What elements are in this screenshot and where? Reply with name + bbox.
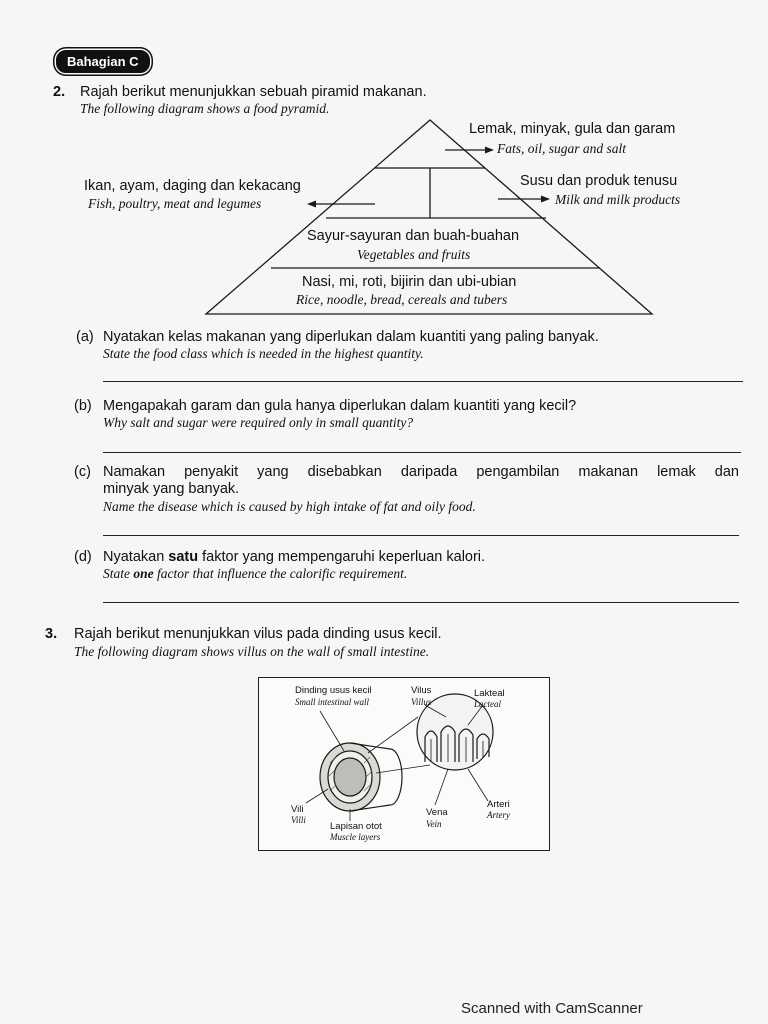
label-artery-en: Artery bbox=[487, 810, 510, 820]
q2d-ms-pre: Nyatakan bbox=[103, 549, 169, 565]
pyramid-base-label-ms: Nasi, mi, roti, bijirin dan ubi-ubian bbox=[302, 274, 517, 290]
q2d-label: (d) bbox=[74, 549, 92, 565]
label-villi-en: Villi bbox=[291, 815, 306, 825]
q2c-answer-line[interactable] bbox=[103, 535, 739, 536]
q2a-text-en: State the food class which is needed in the highest quantity. bbox=[103, 346, 424, 361]
label-villus-en: Villus bbox=[411, 697, 432, 707]
q2d-answer-line[interactable] bbox=[103, 602, 739, 603]
q2-stem-en: The following diagram shows a food pyramid. bbox=[80, 101, 330, 116]
pyramid-top-label-en: Fats, oil, sugar and salt bbox=[497, 141, 627, 156]
label-lacteal-ms: Lakteal bbox=[474, 688, 505, 699]
pyramid-right-label-en: Milk and milk products bbox=[555, 192, 681, 207]
label-vein-ms: Vena bbox=[426, 807, 448, 818]
leader-vein bbox=[435, 769, 448, 805]
q2d-en-post: factor that influence the calorific requirement. bbox=[153, 566, 408, 581]
q2b-label: (b) bbox=[74, 398, 92, 414]
q2c-label: (c) bbox=[74, 464, 91, 480]
pyramid-top-label-ms: Lemak, minyak, gula dan garam bbox=[469, 121, 676, 137]
arrowhead-left bbox=[307, 201, 316, 208]
q2b-text-ms: Mengapakah garam dan gula hanya diperlukan dalam kuantiti yang kecil? bbox=[103, 398, 577, 414]
arrowhead-right bbox=[541, 196, 550, 203]
arrowhead-top bbox=[485, 147, 494, 154]
q2a-text-ms: Nyatakan kelas makanan yang diperlukan dalam kuantiti yang paling banyak. bbox=[103, 329, 599, 345]
intestine-tube-end bbox=[390, 749, 402, 805]
pyramid-level3-label-ms: Sayur-sayuran dan buah-buahan bbox=[307, 228, 520, 244]
q2-number: 2. bbox=[53, 84, 66, 100]
q2c-text-en: Name the disease which is caused by high intake of fat and oily food. bbox=[103, 499, 476, 514]
pyramid-base-label-en: Rice, noodle, bread, cereals and tubers bbox=[296, 292, 508, 307]
q2a-label: (a) bbox=[76, 329, 94, 345]
q2-stem-ms: Rajah berikut menunjukkan sebuah piramid makanan. bbox=[80, 84, 427, 100]
leader-wall bbox=[320, 711, 344, 751]
q2d-en-pre: State bbox=[103, 566, 134, 581]
q2a-answer-line[interactable] bbox=[103, 381, 743, 382]
zoom-line-1 bbox=[368, 717, 418, 753]
q2d-ms-post: faktor yang mempengaruhi keperluan kalori. bbox=[198, 549, 486, 565]
label-villus-ms: Vilus bbox=[411, 685, 432, 696]
scanner-watermark: Scanned with CamScanner bbox=[461, 1000, 643, 1017]
q2d-ms-bold: satu bbox=[168, 549, 199, 565]
label-vein-en: Vein bbox=[426, 819, 442, 829]
label-lacteal-en: Lacteal bbox=[474, 699, 501, 709]
q2b-text-en: Why salt and sugar were required only in small quantity? bbox=[103, 415, 414, 430]
q3-stem-en: The following diagram shows villus on the wall of small intestine. bbox=[74, 644, 430, 659]
label-muscle-ms: Lapisan otot bbox=[330, 821, 382, 832]
q2c-text-ms-line2: minyak yang banyak. bbox=[103, 481, 240, 497]
pyramid-left-label-en: Fish, poultry, meat and legumes bbox=[88, 196, 262, 211]
leader-artery bbox=[468, 769, 488, 801]
q2b-answer-line[interactable] bbox=[103, 452, 741, 453]
label-wall-ms: Dinding usus kecil bbox=[295, 685, 372, 696]
q2c-text-ms-line1: Namakan penyakit yang disebabkan daripada pengambilan makanan lemak dan bbox=[103, 464, 739, 480]
pyramid-left-label-ms: Ikan, ayam, daging dan kekacang bbox=[84, 178, 301, 194]
pyramid-level3-label-en: Vegetables and fruits bbox=[357, 247, 471, 262]
label-muscle-en: Muscle layers bbox=[330, 832, 381, 842]
label-artery-ms: Arteri bbox=[487, 799, 510, 810]
q3-stem-ms: Rajah berikut menunjukkan vilus pada dinding usus kecil. bbox=[74, 626, 442, 642]
intestine-lumen bbox=[334, 758, 366, 796]
pyramid-right-label-ms: Susu dan produk tenusu bbox=[520, 173, 678, 189]
q2d-text-en bbox=[103, 566, 407, 582]
q2d-en-bold: one bbox=[133, 566, 154, 581]
zoom-line-2 bbox=[376, 765, 430, 773]
q3-number: 3. bbox=[45, 626, 58, 642]
label-wall-en: Small intestinal wall bbox=[295, 697, 370, 707]
q2d-text-ms bbox=[103, 549, 485, 565]
section-badge: Bahagian C bbox=[56, 50, 150, 73]
label-villi-ms: Vili bbox=[291, 804, 304, 815]
